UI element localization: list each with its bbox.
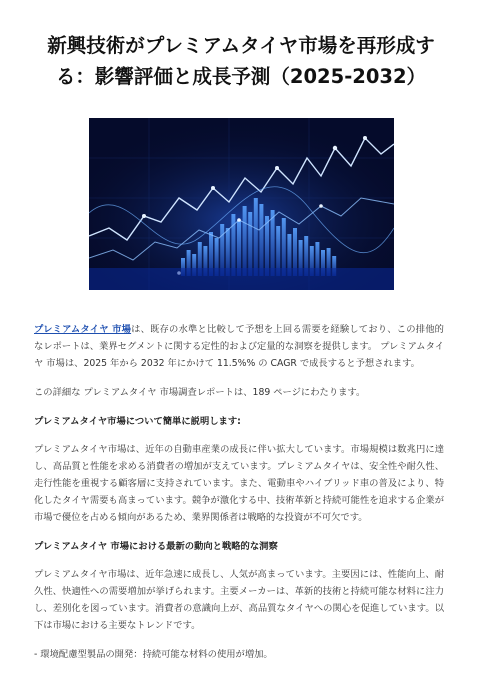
intro-paragraph [34, 321, 444, 372]
trend-bullet: - 環境配慮型製品の開発：持続可能な材料の使用が増加。 [34, 649, 273, 660]
decorative-bar [265, 216, 269, 276]
decorative-bar [271, 210, 275, 276]
chart-graphic-icon [89, 118, 394, 290]
overview-paragraph: プレミアムタイヤ市場は、近年の自動車産業の成長に伴い拡大しています。市場規模は数兆円に達し、高品質と性能を求める消費者の増加が支えています。プレミアムタイヤは、安全性や耐久性、走行性能を重視する顧客層に支持されています。また、電動車やハイブリッド車の普及により、特化したタイヤ需要も高まっています。競争が激化する中、技術革新と持続可能性を追求する企業が市場で優位を占める傾向があるため、業界関係者は戦略的な投資が不可欠です。 [34, 444, 444, 523]
section-heading-overview: プレミアムタイヤ市場について簡単に説明します: [34, 416, 241, 427]
section-heading-trends: プレミアムタイヤ 市場における最新の動向と戦略的な洞察 [34, 541, 278, 552]
market-link[interactable]: プレミアムタイヤ 市場 [34, 324, 132, 335]
page-title: 新興技術がプレミアムタイヤ市場を再形成する：影響評価と成長予測（2025-2032） [47, 34, 435, 88]
intro-text: は、既存の水準と比較して予想を上回る需要を経験しており、この排他的なレポートは、業界セグメントに関する定性的および定量的な洞察を提供します。 プレミアムタイヤ 市場は、2025 年から 2032 年にかけて 11.5%% の CAGR で成長すると予想されます。 [34, 324, 444, 369]
decorative-bar [248, 212, 252, 276]
stock-chart-image [89, 118, 394, 290]
decorative-bar [243, 206, 247, 276]
pages-note: この詳細な プレミアムタイヤ 市場調査レポートは、189 ページにわたります。 [34, 387, 366, 398]
article-body [34, 321, 444, 675]
decorative-bar [237, 220, 241, 276]
decorative-bar [259, 204, 263, 276]
trends-paragraph: プレミアムタイヤ市場は、近年急速に成長し、人気が高まっています。主要因には、性能向上、耐久性、快適性への需要増加が挙げられます。主要メーカーは、革新的技術と持続可能な材料に注力し、差別化を図っています。消費者の意識向上が、高品質なタイヤへの関心を促進しています。以下は市場における主要なトレンドです。 [34, 569, 444, 631]
decorative-bar [282, 218, 286, 276]
decorative-bar [254, 198, 258, 276]
